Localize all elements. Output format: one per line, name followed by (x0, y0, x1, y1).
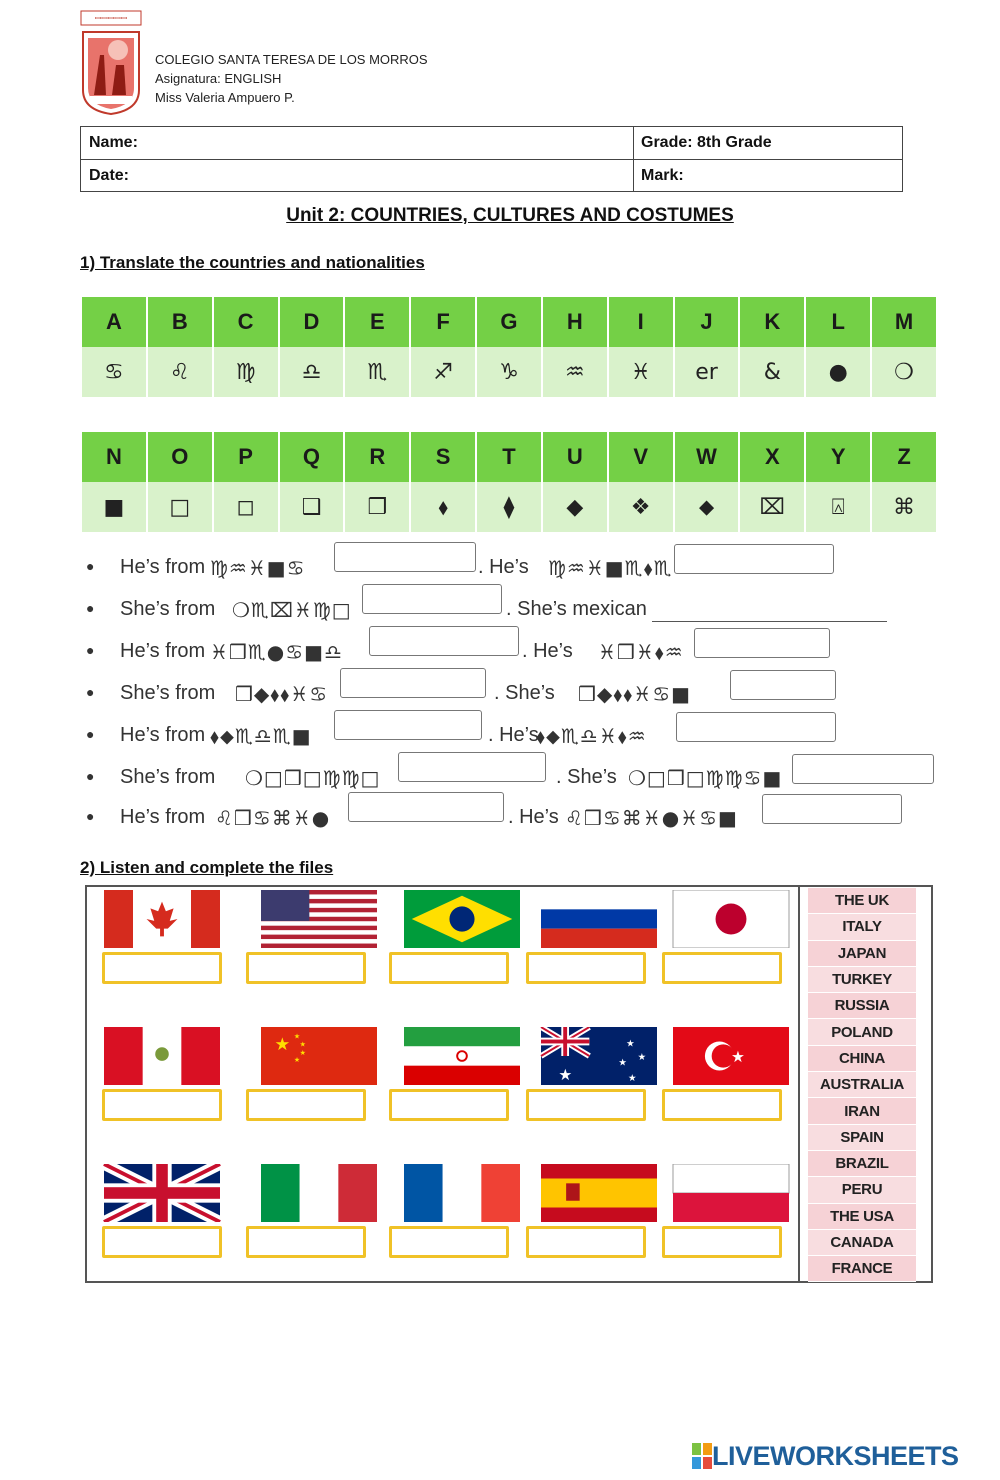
country-word-bank (808, 888, 916, 1282)
country-option[interactable]: IRAN (808, 1098, 916, 1124)
cipher_row2-symbol: ⍓ (806, 482, 872, 532)
flag-country-input[interactable] (526, 1226, 646, 1258)
cipher_row2-symbol: ⬧ (411, 482, 477, 532)
country-option[interactable]: CHINA (808, 1046, 916, 1072)
coded-country: ❒◆⬧⬧♓♋ (235, 682, 329, 706)
usa-flag-icon (260, 890, 378, 948)
flag-country-input[interactable] (102, 1089, 222, 1121)
svg-text:★: ★ (626, 1038, 635, 1050)
cipher_row1-symbol: ♐ (411, 347, 477, 397)
translate-sentence (80, 590, 960, 630)
flag-country-input[interactable] (389, 1089, 509, 1121)
flag-country-input[interactable] (389, 1226, 509, 1258)
cipher_row2-symbol: ◆ (543, 482, 609, 532)
country-option[interactable]: RUSSIA (808, 993, 916, 1019)
cipher_row2-letter: V (609, 432, 675, 482)
nationality-answer-input[interactable] (694, 628, 830, 658)
flag-country-input[interactable] (662, 952, 782, 984)
sentence-prefix: She’s from (120, 598, 216, 620)
svg-text:★: ★ (293, 1056, 300, 1064)
cipher_row2-letter: Z (872, 432, 938, 482)
bullet-icon: ● (86, 642, 95, 658)
sentence-prefix: She’s from (120, 682, 216, 704)
cipher_row2-letter: Y (806, 432, 872, 482)
brazil-flag-icon (403, 890, 521, 948)
country-answer-input[interactable] (369, 626, 519, 656)
svg-text:★: ★ (299, 1050, 306, 1058)
country-option[interactable]: POLAND (808, 1019, 916, 1045)
cipher_row1-letter: A (82, 297, 148, 347)
sentence-middle: . He’s (478, 556, 529, 578)
flag-country-input[interactable] (526, 1089, 646, 1121)
translate-sentence (80, 758, 960, 798)
grade-label: Grade: 8th Grade (641, 134, 772, 151)
spain-flag-icon (540, 1164, 658, 1222)
sentence-middle: . He’s (508, 806, 559, 828)
school-name: COLEGIO SANTA TERESA DE LOS MORROS (155, 52, 428, 67)
panel-divider (798, 885, 800, 1283)
country-option[interactable]: CANADA (808, 1230, 916, 1256)
country-option[interactable]: PERU (808, 1177, 916, 1203)
student-info-table (80, 126, 903, 192)
translate-sentence (80, 798, 960, 838)
coded-country: ♌❒♋⌘♓● (215, 806, 331, 830)
country-option[interactable]: AUSTRALIA (808, 1072, 916, 1098)
name-label: Name: (89, 134, 138, 151)
svg-text:★: ★ (731, 1048, 745, 1066)
cipher_row1-symbol: ♒ (543, 347, 609, 397)
coded-country: ❍♏⌧♓♍□ (232, 598, 352, 622)
sentence-middle: . She’s mexican (506, 598, 647, 620)
sentence-prefix: He’s from (120, 556, 206, 578)
translate-sentence (80, 716, 960, 756)
cipher_row1-letter: B (148, 297, 214, 347)
cipher_row1-letter: H (543, 297, 609, 347)
cipher_row2-symbol: ❒ (345, 482, 411, 532)
bullet-icon: ● (86, 684, 95, 700)
cipher_row2-symbol: ■ (82, 482, 148, 532)
country-answer-input[interactable] (398, 752, 546, 782)
flag-country-input[interactable] (246, 952, 366, 984)
country-option[interactable]: BRAZIL (808, 1151, 916, 1177)
cipher_row2-letter: U (543, 432, 609, 482)
bullet-icon: ● (86, 600, 95, 616)
cipher_row1-symbol: er (675, 347, 741, 397)
coded-country: ♍♒♓■♋ (210, 556, 306, 580)
bullet-icon: ● (86, 558, 95, 574)
peru-flag-icon (103, 1027, 221, 1085)
cipher_row2-letter: X (740, 432, 806, 482)
cipher_row2-letter: T (477, 432, 543, 482)
coded-country: ♓❒♏●♋■♎ (210, 640, 343, 664)
school-logo (80, 10, 142, 116)
liveworksheets-brand: LIVEWORKSHEETS (712, 1440, 959, 1471)
svg-text:★: ★ (558, 1067, 573, 1085)
cipher_row2-symbol: □ (148, 482, 214, 532)
cipher_row2-letter: R (345, 432, 411, 482)
sentence-prefix: She’s from (120, 766, 216, 788)
country-answer-input[interactable] (340, 668, 486, 698)
cipher_row1-symbol: ❍ (872, 347, 938, 397)
cipher_row1-symbol: ♑ (477, 347, 543, 397)
cipher_row2-symbol: ⧫ (477, 482, 543, 532)
flag-country-input[interactable] (246, 1089, 366, 1121)
flag-country-input[interactable] (102, 952, 222, 984)
coded-nationality: ♌❒♋⌘♓●♓♋■ (565, 806, 738, 830)
mark-field[interactable] (633, 160, 903, 192)
flag-country-input[interactable] (389, 952, 509, 984)
country-option[interactable]: JAPAN (808, 941, 916, 967)
cipher_row1-letter: K (740, 297, 806, 347)
svg-text:ꟷꟷꟷꟷꟷ: ꟷꟷꟷꟷꟷ (94, 14, 128, 23)
cipher_row2-letter: S (411, 432, 477, 482)
cipher_row2-symbol: ❖ (609, 482, 675, 532)
liveworksheets-logo (692, 1440, 959, 1472)
sentence-prefix: He’s from (120, 724, 206, 746)
sentence-prefix: He’s from (120, 806, 206, 828)
bullet-icon: ● (86, 768, 95, 784)
translate-sentence (80, 674, 960, 714)
flag-country-input[interactable] (662, 1226, 782, 1258)
svg-text:★: ★ (637, 1051, 647, 1063)
uk-flag-icon (103, 1164, 221, 1222)
cipher-table-1 (82, 297, 938, 397)
poland-flag-icon (672, 1164, 790, 1222)
cipher-table-2 (82, 432, 938, 532)
svg-text:★: ★ (628, 1073, 637, 1085)
country-answer-input[interactable] (348, 792, 504, 822)
cipher_row1-letter: L (806, 297, 872, 347)
cipher_row2-letter: Q (280, 432, 346, 482)
cipher_row2-letter: W (675, 432, 741, 482)
cipher_row2-symbol: ⌘ (872, 482, 938, 532)
teacher-line: Miss Valeria Ampuero P. (155, 90, 295, 105)
country-option[interactable]: SPAIN (808, 1125, 916, 1151)
cipher_row1-letter: E (345, 297, 411, 347)
country-answer-input[interactable] (334, 710, 482, 740)
coded-nationality: ♓❒♓⬧♒ (598, 640, 684, 664)
bullet-icon: ● (86, 726, 95, 742)
country-option[interactable]: ITALY (808, 914, 916, 940)
mark-label: Mark: (641, 167, 684, 184)
iran-flag-icon (403, 1027, 521, 1085)
turkey-flag-icon (672, 1027, 790, 1085)
country-option[interactable]: THE UK (808, 888, 916, 914)
translate-sentence (80, 548, 960, 588)
nationality-answer-input[interactable] (730, 670, 836, 700)
cipher_row2-symbol: ⬥ (675, 482, 741, 532)
country-option[interactable]: FRANCE (808, 1256, 916, 1282)
cipher_row1-letter: M (872, 297, 938, 347)
flag-country-input[interactable] (526, 952, 646, 984)
svg-text:★: ★ (299, 1041, 306, 1049)
unit-title: Unit 2: COUNTRIES, CULTURES AND COSTUMES (286, 205, 734, 226)
grade-cell (633, 127, 903, 159)
cipher_row2-symbol: ❑ (280, 482, 346, 532)
coded-country: ⬧⬥♏♎♏■ (210, 724, 312, 748)
sentence-middle: . He’s (488, 724, 539, 746)
nationality-answer-input[interactable] (792, 754, 934, 784)
coded-nationality: ♍♒♓■♏⬧♏ (548, 556, 673, 580)
cipher_row2-symbol: ◻ (214, 482, 280, 532)
translate-sentence (80, 632, 960, 672)
coded-country: ❍□❒□♍♍□ (245, 766, 381, 790)
flag-country-input[interactable] (246, 1226, 366, 1258)
svg-text:★: ★ (293, 1033, 300, 1041)
nationality-answer-input[interactable] (762, 794, 902, 824)
russia-flag-icon (540, 890, 658, 948)
sentence-middle: . He’s (522, 640, 573, 662)
cipher_row2-letter: N (82, 432, 148, 482)
country-option[interactable]: THE USA (808, 1204, 916, 1230)
nationality-answer-input[interactable] (674, 544, 834, 574)
cipher_row1-symbol: ♎ (280, 347, 346, 397)
cipher_row1-letter: F (411, 297, 477, 347)
cipher_row2-letter: P (214, 432, 280, 482)
cipher_row1-letter: I (609, 297, 675, 347)
cipher_row2-letter: O (148, 432, 214, 482)
cipher_row1-letter: G (477, 297, 543, 347)
coded-nationality: ⬧⬥♏♎♓⬧♒ (536, 724, 647, 748)
france-flag-icon (403, 1164, 521, 1222)
china-flag-icon (260, 1027, 378, 1085)
nationality-answer-input[interactable] (676, 712, 836, 742)
sentence-middle: . She’s (494, 682, 555, 704)
italy-flag-icon (260, 1164, 378, 1222)
cipher_row1-letter: J (675, 297, 741, 347)
cipher_row1-symbol: & (740, 347, 806, 397)
section1-title: 1) Translate the countries and nationalities (80, 253, 425, 272)
cipher_row1-symbol: ● (806, 347, 872, 397)
date-label: Date: (89, 167, 130, 184)
flag-country-input[interactable] (102, 1226, 222, 1258)
australia-flag-icon (540, 1027, 658, 1085)
answer-line[interactable] (652, 621, 887, 622)
bullet-icon: ● (86, 808, 95, 824)
cipher_row1-symbol: ♌ (148, 347, 214, 397)
cipher_row2-symbol: ⌧ (740, 482, 806, 532)
sentence-prefix: He’s from (120, 640, 206, 662)
section2-title: 2) Listen and complete the files (80, 858, 334, 877)
liveworksheets-icon (692, 1443, 712, 1469)
cipher_row1-symbol: ♍ (214, 347, 280, 397)
cipher_row1-symbol: ♓ (609, 347, 675, 397)
cipher_row1-symbol: ♋ (82, 347, 148, 397)
cipher_row1-letter: D (280, 297, 346, 347)
svg-text:★: ★ (274, 1034, 291, 1055)
name-field[interactable] (81, 127, 633, 159)
japan-flag-icon (672, 890, 790, 948)
cipher_row1-letter: C (214, 297, 280, 347)
country-option[interactable]: TURKEY (808, 967, 916, 993)
svg-text:★: ★ (618, 1057, 628, 1069)
sentence-middle: . She’s (556, 766, 617, 788)
country-answer-input[interactable] (362, 584, 502, 614)
flag-country-input[interactable] (662, 1089, 782, 1121)
coded-nationality: ❒◆⬧⬧♓♋■ (578, 682, 692, 706)
cipher_row1-symbol: ♏ (345, 347, 411, 397)
date-field[interactable] (81, 160, 633, 192)
canada-flag-icon (103, 890, 221, 948)
subject-line: Asignatura: ENGLISH (155, 71, 282, 86)
country-answer-input[interactable] (334, 542, 476, 572)
coded-nationality: ❍□❒□♍♍♋■ (628, 766, 783, 790)
